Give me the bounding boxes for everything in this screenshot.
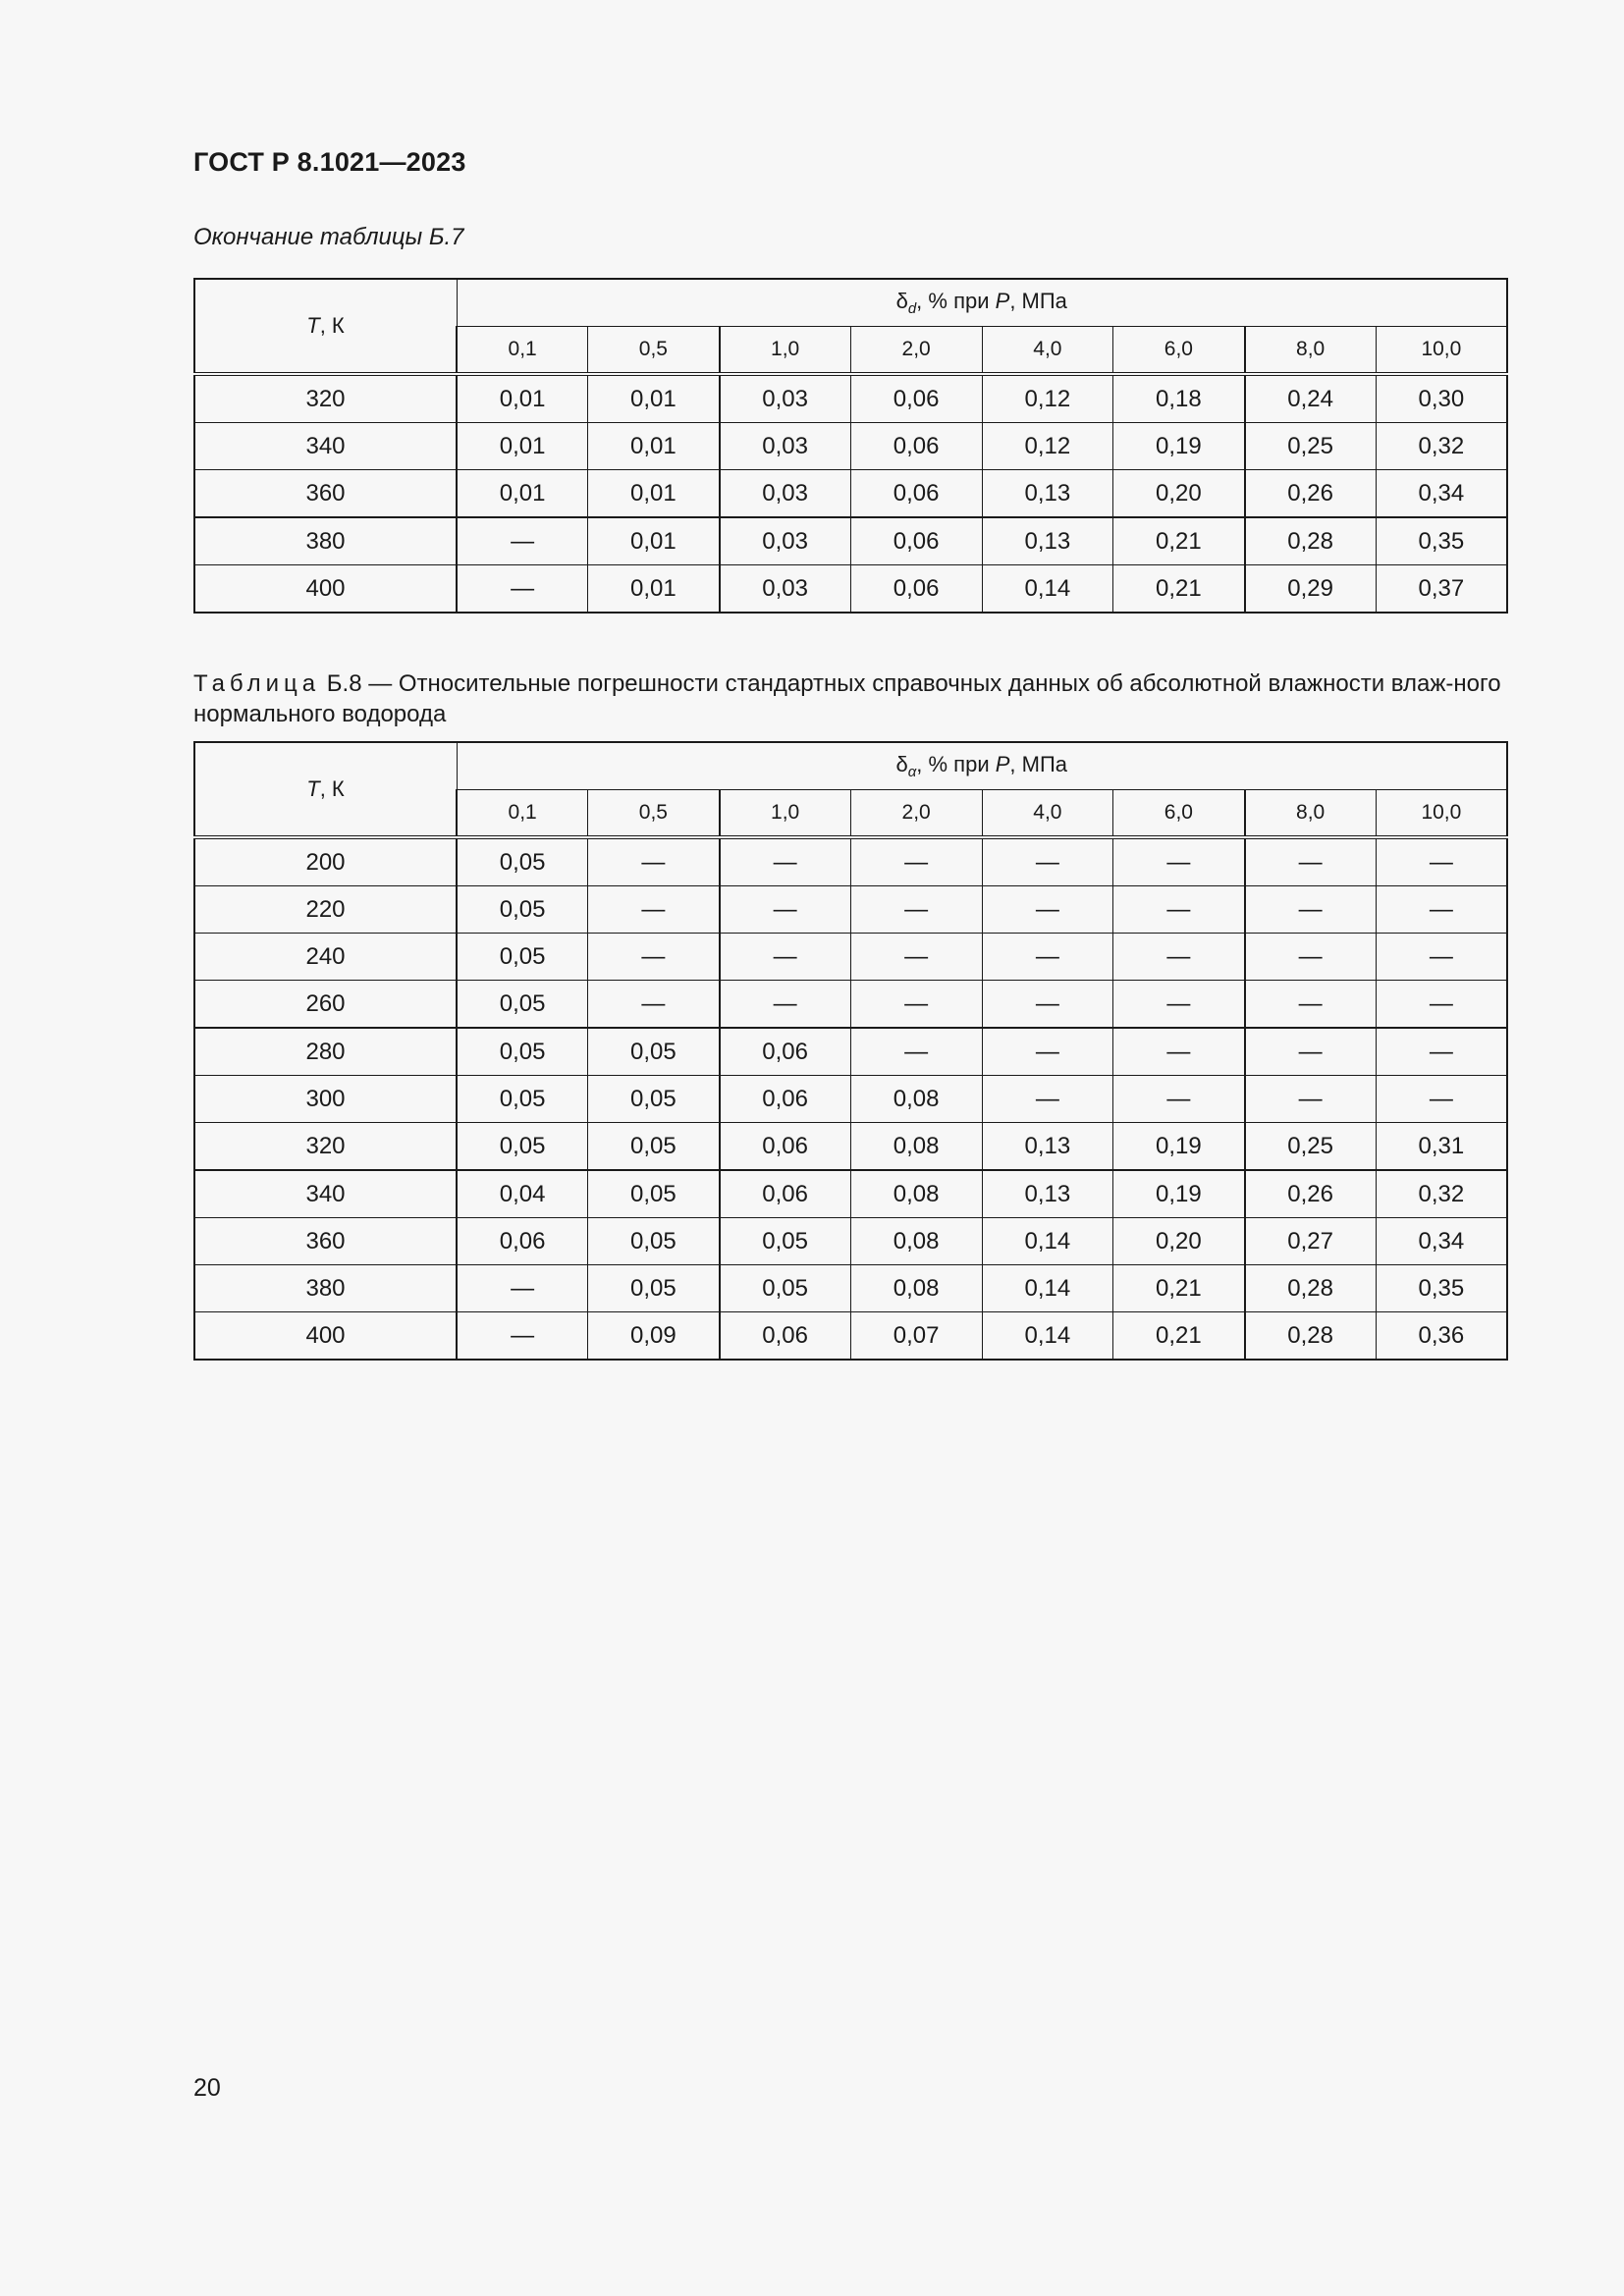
value-cell: 0,01: [588, 374, 720, 423]
pressure-header: 6,0: [1113, 790, 1245, 838]
value-cell: —: [982, 837, 1113, 886]
value-cell: 0,01: [588, 517, 720, 565]
pressure-header: 8,0: [1245, 327, 1377, 375]
table-row: [194, 565, 1507, 614]
value-cell: 0,06: [720, 1170, 851, 1218]
pressure-header: 10,0: [1376, 327, 1507, 375]
value-cell: 0,03: [720, 470, 851, 518]
value-cell: —: [982, 934, 1113, 981]
value-cell: 0,14: [982, 565, 1113, 614]
value-cell: 0,18: [1113, 374, 1245, 423]
temperature-cell: 340: [194, 1170, 457, 1218]
value-cell: —: [850, 886, 982, 934]
value-cell: 0,05: [457, 1123, 588, 1171]
value-cell: 0,05: [588, 1076, 720, 1123]
value-cell: 0,01: [588, 470, 720, 518]
value-cell: 0,20: [1113, 1218, 1245, 1265]
value-cell: —: [982, 981, 1113, 1029]
value-cell: —: [1376, 1028, 1507, 1076]
value-cell: 0,12: [982, 423, 1113, 470]
value-cell: 0,19: [1113, 1170, 1245, 1218]
table-row: [194, 374, 1507, 423]
value-cell: —: [982, 886, 1113, 934]
value-cell: —: [588, 934, 720, 981]
value-cell: 0,03: [720, 517, 851, 565]
value-cell: 0,06: [850, 470, 982, 518]
value-cell: 0,21: [1113, 1312, 1245, 1361]
value-cell: —: [720, 837, 851, 886]
value-cell: —: [982, 1028, 1113, 1076]
pressure-header: 0,5: [588, 327, 720, 375]
value-cell: —: [1113, 981, 1245, 1029]
value-cell: 0,26: [1245, 470, 1377, 518]
table-b8-caption: [193, 668, 1509, 729]
value-cell: 0,05: [588, 1218, 720, 1265]
value-cell: 0,20: [1113, 470, 1245, 518]
value-cell: 0,19: [1113, 423, 1245, 470]
pressure-header: 1,0: [720, 327, 851, 375]
value-cell: 0,24: [1245, 374, 1377, 423]
value-cell: —: [1245, 1076, 1377, 1123]
temperature-cell: 380: [194, 517, 457, 565]
value-cell: 0,30: [1376, 374, 1507, 423]
value-cell: 0,08: [850, 1265, 982, 1312]
value-cell: 0,05: [720, 1265, 851, 1312]
temperature-cell: 260: [194, 981, 457, 1029]
value-cell: 0,05: [457, 886, 588, 934]
value-cell: 0,12: [982, 374, 1113, 423]
value-cell: 0,09: [588, 1312, 720, 1361]
table-row: [194, 934, 1507, 981]
value-cell: 0,05: [457, 1028, 588, 1076]
pressure-header: 10,0: [1376, 790, 1507, 838]
table-row: [194, 886, 1507, 934]
document-header: ГОСТ Р 8.1021—2023: [193, 147, 466, 177]
value-cell: 0,03: [720, 374, 851, 423]
value-cell: 0,13: [982, 1123, 1113, 1171]
table-row: [194, 423, 1507, 470]
value-cell: 0,07: [850, 1312, 982, 1361]
pressure-header: 0,1: [457, 790, 588, 838]
value-cell: 0,05: [588, 1265, 720, 1312]
table-b7-continuation-caption: Окончание таблицы Б.7: [193, 224, 464, 250]
table-b8: [193, 741, 1508, 1361]
pressure-header: 1,0: [720, 790, 851, 838]
table-row: [194, 1170, 1507, 1218]
value-cell: —: [1376, 981, 1507, 1029]
table-label: Таблица: [193, 670, 321, 697]
pressure-header: 8,0: [1245, 790, 1377, 838]
value-cell: —: [457, 517, 588, 565]
temperature-cell: 400: [194, 565, 457, 614]
value-cell: 0,06: [720, 1312, 851, 1361]
value-cell: 0,05: [457, 1076, 588, 1123]
value-cell: 0,13: [982, 1170, 1113, 1218]
value-cell: —: [1245, 837, 1377, 886]
table-row: [194, 981, 1507, 1029]
value-cell: —: [850, 837, 982, 886]
value-cell: 0,28: [1245, 517, 1377, 565]
value-cell: 0,28: [1245, 1265, 1377, 1312]
table-row: [194, 1076, 1507, 1123]
value-cell: 0,21: [1113, 517, 1245, 565]
value-cell: 0,21: [1113, 565, 1245, 614]
value-cell: 0,01: [588, 423, 720, 470]
value-cell: —: [1113, 837, 1245, 886]
value-cell: —: [1376, 837, 1507, 886]
table-b7: [193, 278, 1508, 614]
value-cell: 0,01: [457, 470, 588, 518]
temperature-cell: 360: [194, 470, 457, 518]
temperature-column-header: T, К: [194, 742, 457, 837]
table-row: [194, 1312, 1507, 1361]
temperature-cell: 320: [194, 374, 457, 423]
pressure-header: 0,1: [457, 327, 588, 375]
value-cell: 0,26: [1245, 1170, 1377, 1218]
value-cell: —: [720, 886, 851, 934]
value-cell: 0,03: [720, 423, 851, 470]
value-cell: 0,35: [1376, 1265, 1507, 1312]
value-cell: —: [457, 565, 588, 614]
value-cell: —: [1113, 1076, 1245, 1123]
temperature-column-header: T, К: [194, 279, 457, 374]
value-cell: —: [457, 1265, 588, 1312]
value-cell: 0,25: [1245, 1123, 1377, 1171]
value-cell: 0,34: [1376, 1218, 1507, 1265]
value-cell: —: [588, 837, 720, 886]
table-row: [194, 470, 1507, 518]
value-cell: —: [588, 886, 720, 934]
value-cell: 0,27: [1245, 1218, 1377, 1265]
value-cell: 0,08: [850, 1170, 982, 1218]
value-cell: —: [850, 1028, 982, 1076]
value-cell: 0,08: [850, 1123, 982, 1171]
pressure-header: 2,0: [850, 790, 982, 838]
value-cell: 0,19: [1113, 1123, 1245, 1171]
value-cell: 0,06: [720, 1123, 851, 1171]
value-cell: 0,36: [1376, 1312, 1507, 1361]
table-row: [194, 1123, 1507, 1171]
table-row: [194, 517, 1507, 565]
value-cell: 0,14: [982, 1265, 1113, 1312]
value-cell: 0,06: [850, 565, 982, 614]
value-cell: 0,31: [1376, 1123, 1507, 1171]
temperature-cell: 380: [194, 1265, 457, 1312]
value-cell: —: [1245, 1028, 1377, 1076]
value-cell: —: [720, 934, 851, 981]
value-cell: —: [720, 981, 851, 1029]
value-cell: 0,14: [982, 1312, 1113, 1361]
value-cell: 0,05: [588, 1028, 720, 1076]
value-cell: 0,21: [1113, 1265, 1245, 1312]
pressure-header: 4,0: [982, 790, 1113, 838]
value-cell: 0,13: [982, 470, 1113, 518]
pressure-header: 2,0: [850, 327, 982, 375]
table-row: [194, 1218, 1507, 1265]
value-cell: 0,32: [1376, 423, 1507, 470]
value-cell: 0,06: [720, 1076, 851, 1123]
table-row: [194, 1028, 1507, 1076]
value-cell: —: [850, 934, 982, 981]
value-cell: 0,29: [1245, 565, 1377, 614]
value-cell: 0,01: [457, 374, 588, 423]
value-cell: 0,13: [982, 517, 1113, 565]
value-cell: 0,32: [1376, 1170, 1507, 1218]
table-row: [194, 1265, 1507, 1312]
value-cell: —: [850, 981, 982, 1029]
value-cell: 0,06: [720, 1028, 851, 1076]
pressure-header: 4,0: [982, 327, 1113, 375]
temperature-cell: 360: [194, 1218, 457, 1265]
value-cell: —: [1376, 934, 1507, 981]
temperature-cell: 400: [194, 1312, 457, 1361]
temperature-cell: 220: [194, 886, 457, 934]
value-cell: —: [1245, 934, 1377, 981]
value-cell: —: [982, 1076, 1113, 1123]
table-row: [194, 837, 1507, 886]
value-cell: 0,05: [720, 1218, 851, 1265]
value-cell: —: [1376, 886, 1507, 934]
value-cell: —: [1245, 981, 1377, 1029]
value-cell: 0,06: [850, 517, 982, 565]
value-cell: —: [1245, 886, 1377, 934]
value-cell: 0,06: [850, 423, 982, 470]
temperature-cell: 300: [194, 1076, 457, 1123]
value-cell: —: [1113, 886, 1245, 934]
value-cell: 0,06: [457, 1218, 588, 1265]
value-cell: 0,35: [1376, 517, 1507, 565]
pressure-header: 6,0: [1113, 327, 1245, 375]
value-cell: 0,37: [1376, 565, 1507, 614]
error-group-header: $\delta_\alpha$, % при P, МПа: [457, 742, 1507, 790]
temperature-cell: 280: [194, 1028, 457, 1076]
value-cell: 0,05: [457, 981, 588, 1029]
temperature-cell: 240: [194, 934, 457, 981]
value-cell: 0,05: [457, 837, 588, 886]
value-cell: —: [1113, 934, 1245, 981]
value-cell: —: [1376, 1076, 1507, 1123]
value-cell: 0,28: [1245, 1312, 1377, 1361]
value-cell: 0,06: [850, 374, 982, 423]
value-cell: 0,04: [457, 1170, 588, 1218]
error-group-header: $\delta_d$, % при P, МПа: [457, 279, 1507, 327]
temperature-cell: 200: [194, 837, 457, 886]
value-cell: 0,05: [457, 934, 588, 981]
value-cell: —: [1113, 1028, 1245, 1076]
value-cell: 0,01: [588, 565, 720, 614]
value-cell: 0,08: [850, 1076, 982, 1123]
pressure-header: 0,5: [588, 790, 720, 838]
value-cell: 0,34: [1376, 470, 1507, 518]
page-number: 20: [193, 2074, 221, 2102]
value-cell: 0,01: [457, 423, 588, 470]
temperature-cell: 340: [194, 423, 457, 470]
table-title: Б.8 — Относительные погрешности стандартных справочных данных об абсолютной влажности влаж-ного нормального водорода: [193, 670, 1501, 727]
value-cell: —: [457, 1312, 588, 1361]
value-cell: 0,05: [588, 1123, 720, 1171]
value-cell: 0,03: [720, 565, 851, 614]
value-cell: 0,14: [982, 1218, 1113, 1265]
temperature-cell: 320: [194, 1123, 457, 1171]
value-cell: 0,08: [850, 1218, 982, 1265]
value-cell: 0,25: [1245, 423, 1377, 470]
value-cell: 0,05: [588, 1170, 720, 1218]
value-cell: —: [588, 981, 720, 1029]
